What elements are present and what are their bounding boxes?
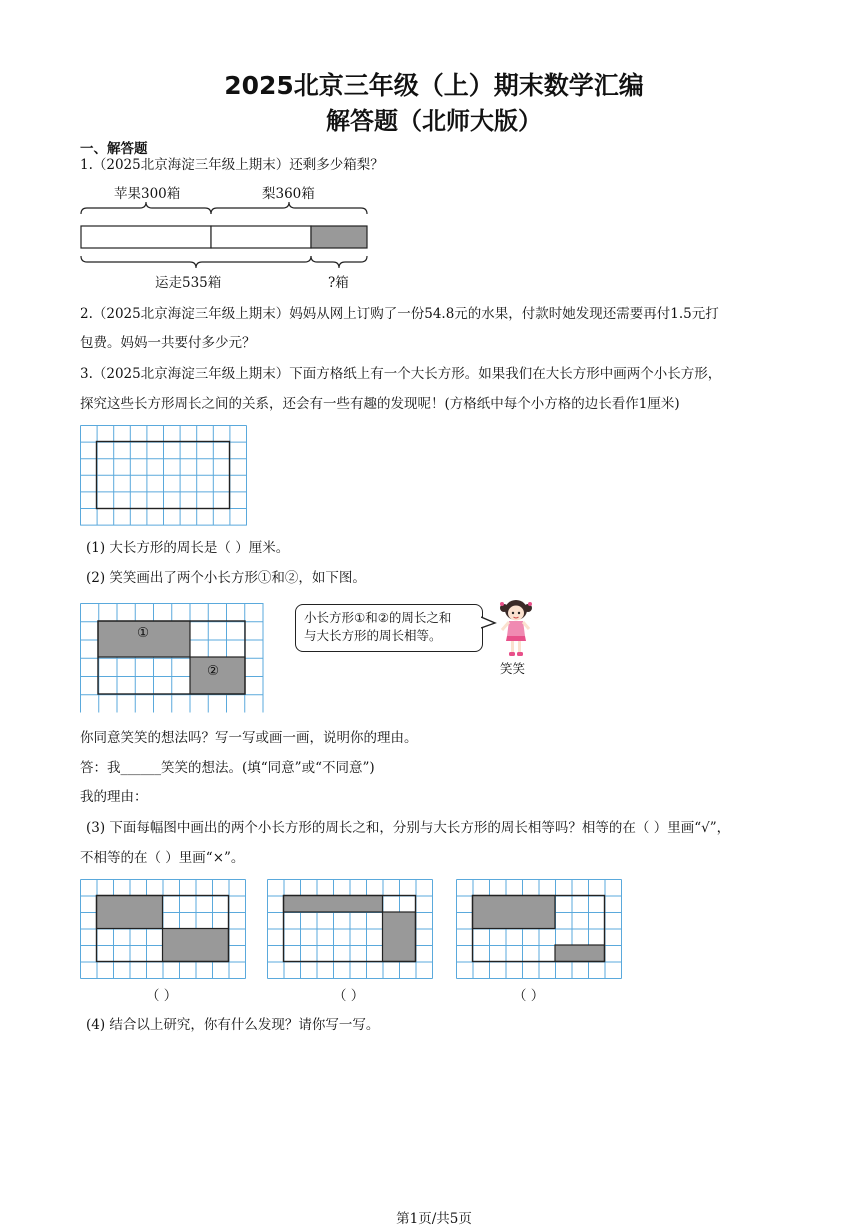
part-3-line2: 不相等的在（ ）里画“×”。: [80, 850, 245, 866]
bubble-line-2: 与大长方形的周长相等。: [304, 628, 442, 643]
document-title: 2025北京三年级（上）期末数学汇编: [224, 71, 644, 100]
part-3-line1: (3) 下面每幅图中画出的两个小长方形的周长之和，分别与大长方形的周长相等吗？相等的在（ ）里画“√”，: [86, 820, 731, 836]
rect-1-label: ①: [137, 625, 150, 641]
grid-paper-large-rectangle: [80, 425, 248, 527]
grid-lines: [81, 426, 247, 526]
question-2-line1: 2.（2025北京海淀三年级上期末）妈妈从网上订购了一份54.8元的水果，付款时她发现还需要再付1.5元打: [80, 306, 719, 322]
document-subtitle: 解答题（北师大版）: [326, 107, 542, 135]
question-3-line1: 3.（2025北京海淀三年级上期末）下面方格纸上有一个大长方形。如果我们在大长方形中画两个小长方形，: [80, 366, 722, 382]
reason-label: 我的理由：: [80, 789, 148, 805]
girl-character-icon: [496, 598, 536, 660]
bubble-line-1: 小长方形①和②的周长之和: [304, 610, 452, 625]
answer-paren-1[interactable]: （ ）: [146, 988, 178, 1004]
answer-line: 答：我______笑笑的想法。(填“同意”或“不同意”): [80, 760, 375, 776]
grid-option-1: [80, 879, 246, 979]
part-4-question: (4) 结合以上研究，你有什么发现？请你写一写。: [86, 1017, 380, 1033]
bubble-tail: [481, 616, 497, 630]
label-apple: 苹果300箱: [114, 186, 181, 202]
rect-2-label: ②: [207, 663, 220, 679]
agree-question: 你同意笑笑的想法吗？写一写或画一画，说明你的理由。: [80, 730, 418, 746]
question-3-line2: 探究这些长方形周长之间的关系，还会有一些有趣的发现呢！(方格纸中每个小方格的边长看作1厘米): [80, 396, 680, 412]
answer-paren-2[interactable]: （ ）: [333, 988, 365, 1004]
question-2-line2: 包费。妈妈一共要付多少元？: [80, 335, 256, 351]
part-1-question: (1) 大长方形的周长是（ ）厘米。: [86, 540, 290, 556]
part-2-question: (2) 笑笑画出了两个小长方形①和②，如下图。: [86, 570, 366, 586]
grid-option-2: [267, 879, 433, 979]
answer-paren-3[interactable]: （ ）: [513, 988, 545, 1004]
page-footer: 第1页/共5页: [396, 1211, 472, 1227]
speech-bubble: [295, 604, 483, 652]
grid-paper-two-rectangles: [80, 603, 265, 713]
question-1-text: 1.（2025北京海淀三年级上期末）还剩多少箱梨？: [80, 157, 384, 173]
label-shipped: 运走535箱: [155, 275, 222, 291]
section-heading: 一、解答题: [80, 141, 148, 157]
label-pear: 梨360箱: [262, 186, 315, 202]
label-unknown: ?箱: [328, 275, 349, 291]
grid-option-3: [456, 879, 622, 979]
character-name: 笑笑: [500, 661, 526, 676]
